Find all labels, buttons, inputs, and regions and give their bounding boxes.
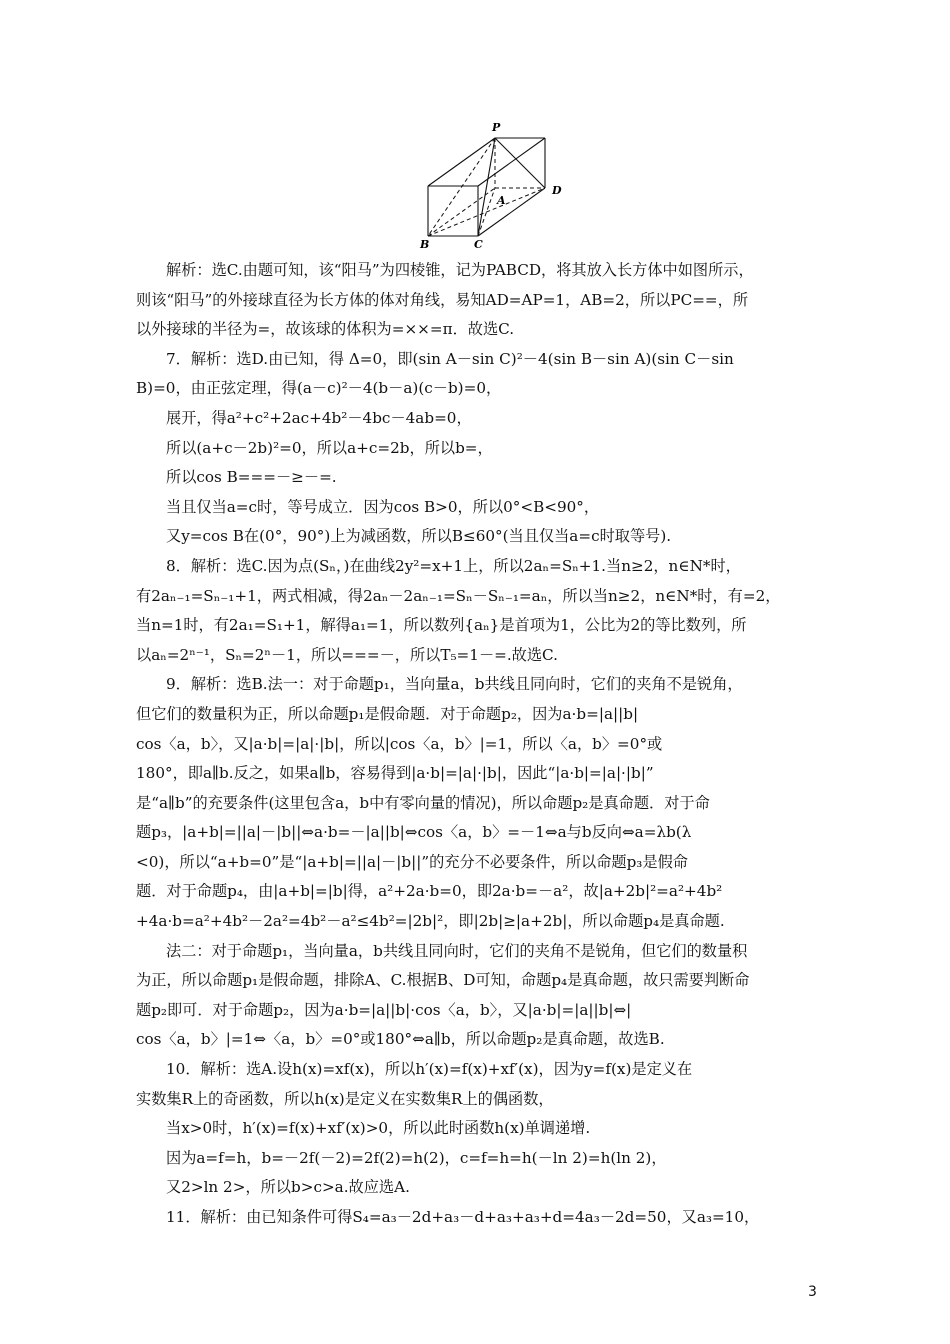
text-line: 又y=cos B在(0°，90°)上为减函数，所以B≤60°(当且仅当a=c时取等号).: [166, 527, 672, 546]
text-line: 以外接球的半径为=，故该球的体积为=××=π．故选C.: [136, 320, 515, 339]
text-line: <0)，所以“a+b=0”是“|a+b|=||a|－|b||”的充分不必要条件，所以命题p₃是假命: [136, 852, 688, 871]
page-number: 3: [808, 1284, 817, 1300]
text-line: B)=0，由正弦定理，得(a－c)²－4(b－a)(c－b)=0，: [136, 379, 502, 398]
text-line: 为正，所以命题p₁是假命题，排除A、C.根据B、D可知，命题p₄是真命题，故只需要判断命: [136, 971, 750, 990]
hidden-edge-bd: [428, 188, 545, 236]
text-line: cos〈a，b〉，又|a·b|=|a|·|b|，所以|cos〈a，b〉|=1，所以〈a，b〉=0°或: [136, 734, 663, 753]
cuboid-figure: [410, 118, 580, 253]
text-line: 题．对于命题p₄，由|a+b|=|b|得，a²+2a·b=0，即2a·b=－a²，故|a+2b|²=a²+4b²: [136, 882, 723, 901]
edge-pd: [495, 138, 545, 188]
label-b: B: [420, 238, 430, 251]
text-line: 10．解析：选A.设h(x)=xf(x)，所以h′(x)=f(x)+xf′(x)，因为y=f(x)是定义在: [166, 1060, 693, 1079]
text-line: 题p₃，|a+b|=||a|－|b||⇔a·b=－|a||b|⇔cos〈a，b〉=－1⇔a与b反向⇔a=λb(λ: [136, 823, 692, 842]
text-line: 但它们的数量积为正，所以命题p₁是假命题．对于命题p₂，因为a·b=|a||b|: [136, 704, 639, 723]
edge: [478, 188, 545, 236]
solution-text: [136, 256, 816, 1233]
text-line: 法二：对于命题p₁，当向量a，b共线且同向时，它们的夹角不是锐角，但它们的数量积: [166, 941, 748, 960]
text-line: 9．解析：选B.法一：对于命题p₁，当向量a，b共线且同向时，它们的夹角不是锐角，: [166, 675, 743, 694]
text-line: 所以cos B===－≥－=.: [166, 468, 337, 487]
text-line: 展开，得a²+c²+2ac+4b²－4bc－4ab=0，: [166, 408, 472, 427]
hidden-edge: [428, 188, 495, 236]
text-line: 解析：选C.由题可知，该“阳马”为四棱锥，记为PABCD，将其放入长方体中如图所示，: [166, 261, 754, 279]
cuboid-diagram: [410, 118, 580, 253]
text-line: 所以(a+c－2b)²=0，所以a+c=2b，所以b=，: [166, 438, 493, 457]
text-line: 180°，即a∥b.反之，如果a∥b，容易得到|a·b|=|a|·|b|，因此“|a·b|=|a|·|b|”: [136, 764, 654, 783]
text-line: 8．解析：选C.因为点(Sₙ，)在曲线2y²=x+1上，所以2aₙ=Sₙ+1.当n≥2，n∈N*时，: [166, 556, 741, 575]
text-line: 又2>ln 2>，所以b>c>a.故应选A.: [166, 1178, 410, 1197]
text-line: 当且仅当a=c时，等号成立．因为cos B>0，所以0°<B<90°，: [166, 497, 600, 516]
text-line: 因为a=f=h，b=－2f(－2)=2f(2)=h(2)，c=f=h=h(－ln 2)=h(ln 2)，: [166, 1148, 667, 1167]
text-line: 11．解析：由已知条件可得S₄=a₃－2d+a₃－d+a₃+a₃+d=4a₃－2d=50，又a₃=10，: [166, 1208, 760, 1226]
text-line: 实数集R上的奇函数，所以h(x)是定义在实数集R上的偶函数，: [136, 1089, 554, 1108]
label-d: D: [552, 184, 562, 197]
text-line: 当x>0时，h′(x)=f(x)+xf′(x)>0，所以此时函数h(x)单调递增.: [166, 1119, 591, 1138]
text-line: 题p₂即可．对于命题p₂，因为a·b=|a||b|·cos〈a，b〉，又|a·b|=|a||b|⇔|: [136, 1000, 632, 1019]
text-line: 是“a∥b”的充要条件(这里包含a，b中有零向量的情况)，所以命题p₂是真命题．对于命: [136, 793, 710, 812]
edge-pc: [478, 138, 495, 236]
label-c: C: [474, 238, 483, 251]
text-line: 以aₙ=2ⁿ⁻¹，Sₙ=2ⁿ－1，所以===－，所以T₅=1－=.故选C.: [136, 645, 558, 664]
text-line: 有2aₙ₋₁=Sₙ₋₁+1，两式相减，得2aₙ－2aₙ₋₁=Sₙ－Sₙ₋₁=aₙ，所以当n≥2，n∈N*时，有=2，: [136, 586, 781, 605]
text-line: 当n=1时，有2a₁=S₁+1，解得a₁=1，所以数列{aₙ}是首项为1，公比为2的等比数列，所: [136, 616, 747, 635]
hidden-edge-pb: [428, 138, 495, 236]
text-line: 7．解析：选D.由已知，得 Δ=0，即(sin A－sin C)²－4(sin B－sin A)(sin C－sin: [166, 349, 734, 368]
text-line: +4a·b=a²+4b²－2a²=4b²－a²≤4b²=|2b|²，即|2b|≥|a+2b|，所以命题p₄是真命题.: [136, 912, 725, 931]
text-line: 则该“阳马”的外接球直径为长方体的体对角线，易知AD=AP=1，AB=2，所以PC==，所: [136, 290, 749, 309]
label-p: P: [492, 121, 501, 134]
label-a: A: [497, 194, 506, 207]
text-line: cos〈a，b〉|=1⇔〈a，b〉=0°或180°⇔a∥b，所以命题p₂是真命题，故选B.: [136, 1030, 665, 1049]
edge: [428, 138, 495, 186]
